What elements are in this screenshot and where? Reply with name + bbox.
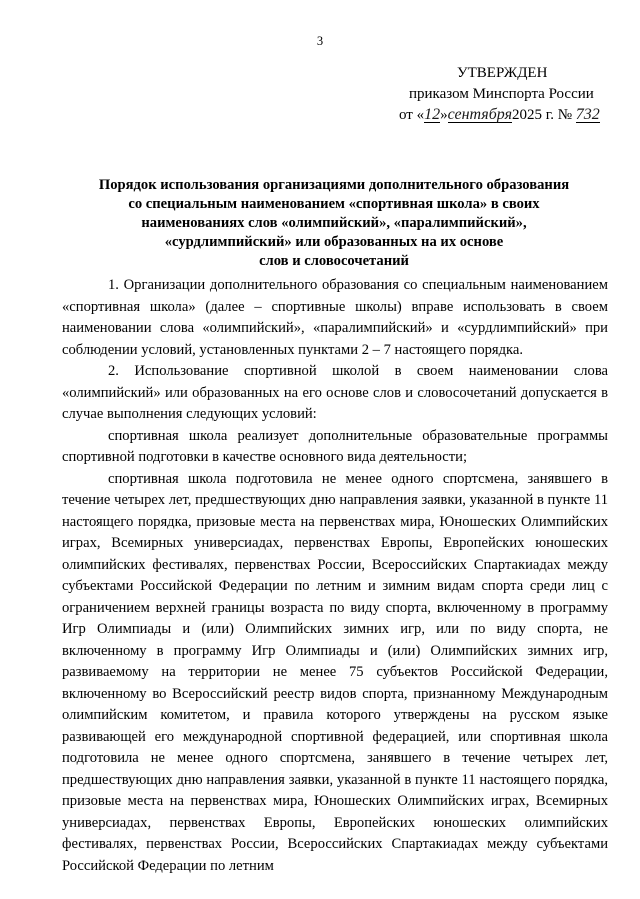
paragraph: 2. Использование спортивной школой в своем наименовании слова «олимпийский» или образованных на его основе слов и словосочетаний допускается в случае выполнения следующих условий: bbox=[62, 363, 608, 422]
title-line: «сурдлимпийский» или образованных на их основе bbox=[164, 234, 504, 250]
date-month: сентября bbox=[447, 106, 512, 123]
date-year: 2025 г. № bbox=[512, 107, 573, 123]
date-prefix: от « bbox=[399, 107, 425, 123]
title-line: слов и словосочетаний bbox=[259, 253, 409, 269]
document-title bbox=[60, 176, 608, 271]
approval-title: УТВЕРЖДЕН bbox=[457, 65, 548, 81]
approval-date-line bbox=[395, 105, 635, 126]
order-number: 732 bbox=[575, 106, 600, 123]
title-line: со специальным наименованием «спортивная школа» в своих bbox=[128, 196, 540, 212]
page-number: 3 bbox=[316, 34, 324, 48]
document-body bbox=[62, 275, 608, 877]
paragraph: спортивная школа подготовила не менее одного спортсмена, занявшего в течение четырех лет, предшествующих дню направления заявки, указанной в пункте 11 настоящего порядка, призовые места на первенствах мира, Юношеских Олимпийских играх, Всемирных универсиадах, первенствах Европы, Европейских юношеских олимпийских фестивалях, первенствах России, Всероссийских Спартакиадах между субъектами Российской Федерации по летним и зимним видам спорта среди лиц с ограничением верхней границы возраста по виду спорта, включенному в программу Игр Олимпиады и (или) Олимпийских зимних игр, или по виду спорта, не включенному в программу Игр Олимпиады и (или) Олимпийских зимних игр, развиваемому на территории не менее 75 субъектов Российской Федерации, включенному во Всероссийский реестр видов спорта, признанному Международным олимпийским комитетом, и правила которого утверждены на русском языке развивающей его международной спортивной федерацией, или спортивная школа подготовила не менее одного спортсмена, занявшего в течение четырех лет, предшествующих дню направления заявки, указанной в пункте 11 настоящего порядка, призовые места на первенствах мира, Юношеских Олимпийских играх, Всемирных универсиадах, первенствах Европы, Европейских юношеских олимпийских фестивалях, первенствах России, Всероссийских Спартакиадах между субъектами Российской Федерации по летним bbox=[62, 470, 608, 874]
paragraph: 1. Организации дополнительного образования со специальным наименованием «спортивная школа» (далее – спортивные школы) вправе использовать в своем наименовании слова «олимпийский», «паралимпийский» и «сурдлимпийский» при соблюдении условий, установленных пунктами 2 – 7 настоящего порядка. bbox=[62, 277, 608, 358]
date-day: 12 bbox=[424, 106, 441, 123]
date-mid: » bbox=[440, 107, 448, 123]
paragraph: спортивная школа реализует дополнительные образовательные программы спортивной подготовки в качестве основного вида деятельности; bbox=[62, 427, 608, 465]
approval-order: приказом Минспорта России bbox=[409, 86, 594, 102]
title-line: наименованиях слов «олимпийский», «паралимпийский», bbox=[141, 215, 527, 231]
title-line: Порядок использования организациями дополнительного образования bbox=[98, 177, 570, 193]
approval-block bbox=[395, 63, 635, 126]
